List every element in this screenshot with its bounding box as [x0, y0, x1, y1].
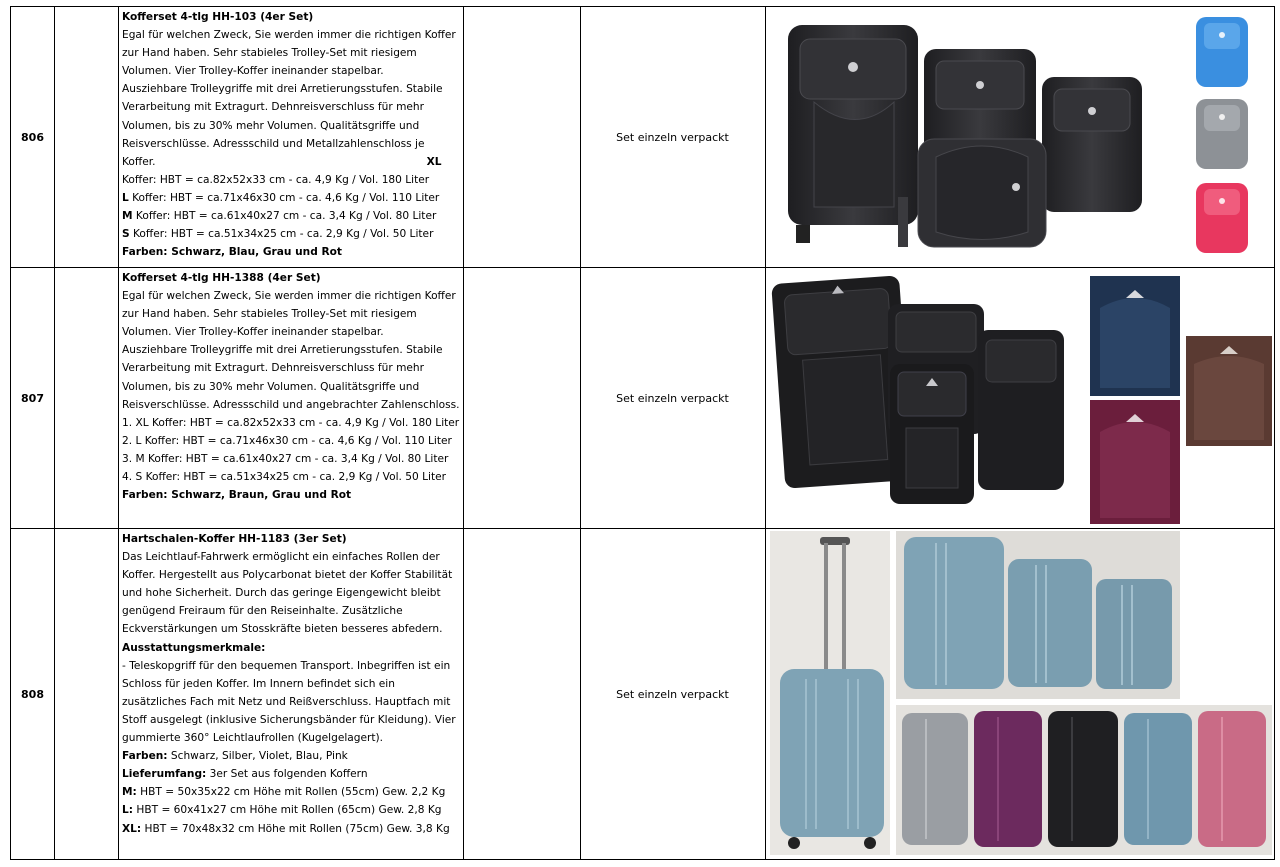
table-row	[11, 7, 1275, 268]
empty-cell	[55, 268, 119, 529]
description-lead: M:	[122, 786, 137, 799]
description-line	[122, 305, 460, 323]
description-line	[122, 323, 460, 341]
table-row	[11, 268, 1275, 529]
description-line	[122, 243, 460, 261]
description-text: und hohe Sicherheit. Durch das geringe Eigengewicht bleibt	[122, 587, 441, 600]
description-text: Volumen. Vier Trolley-Koffer ineinander stapelbar.	[122, 65, 384, 78]
description-text: Volumen, bis zu 30% mehr Volumen. Qualitätsgriffe und	[122, 380, 420, 393]
description-line	[122, 8, 460, 26]
description-text: gummierte 360° Leichtlaufrollen (Kugelgelagert).	[122, 732, 384, 745]
description-lead: S	[122, 228, 130, 241]
description-line	[122, 711, 460, 729]
description-text: HBT = 70x48x32 cm Höhe mit Rollen (75cm) Gew. 3,8 Kg	[141, 822, 450, 835]
item-number: 808	[11, 529, 55, 860]
description-line	[122, 566, 460, 584]
description-line	[122, 396, 460, 414]
description-lead: Lieferumfang:	[122, 768, 207, 781]
description-text: 2. L Koffer: HBT = ca.71x46x30 cm - ca. 4,6 Kg / Vol. 110 Liter	[122, 434, 452, 447]
description-text: HBT = 50x35x22 cm Höhe mit Rollen (55cm) Gew. 2,2 Kg	[136, 786, 446, 799]
product-description	[119, 7, 464, 268]
empty-cell	[463, 7, 580, 268]
empty-cell	[463, 529, 580, 860]
description-line	[122, 378, 460, 396]
description-lead: Farben:	[122, 750, 168, 763]
description-text: 3. M Koffer: HBT = ca.61x40x27 cm - ca. 3,4 Kg / Vol. 80 Liter	[122, 452, 449, 465]
description-text: Farben: Schwarz, Blau, Grau und Rot	[122, 246, 342, 259]
description-text: Ausstattungsmerkmale:	[122, 641, 266, 654]
empty-cell	[463, 268, 580, 529]
product-image-cell	[765, 268, 1274, 529]
description-line	[122, 468, 460, 486]
description-line	[122, 287, 460, 305]
description-text: Egal für welchen Zweck, Sie werden immer die richtigen Koffer	[122, 290, 456, 303]
color-sample-navy	[1090, 276, 1180, 396]
product-photo-hardshell-set	[766, 529, 1274, 859]
color-sample-grey	[1196, 99, 1248, 169]
item-number: 806	[11, 7, 55, 268]
description-text: HBT = 60x41x27 cm Höhe mit Rollen (65cm) Gew. 2,8 Kg	[133, 804, 442, 817]
description-line	[122, 801, 460, 819]
description-text: zur Hand haben. Sehr stabieles Trolley-Set mit riesigem	[122, 47, 417, 60]
description-line	[122, 153, 460, 171]
description-line	[122, 189, 460, 207]
description-lead: M	[122, 210, 133, 223]
description-text: Koffer: HBT = ca.71x46x30 cm - ca. 4,6 Kg / Vol. 110 Liter	[128, 191, 440, 204]
description-text: Koffer. Hergestellt aus Polycarbonat bietet der Koffer Stabilität	[122, 569, 453, 582]
description-line	[122, 639, 460, 657]
description-text: Koffer.	[122, 155, 156, 168]
description-text: Reisverschlüsse. Adressschild und Metallzahlenschloss je	[122, 137, 425, 150]
description-text: Koffer: HBT = ca.61x40x27 cm - ca. 3,4 Kg / Vol. 80 Liter	[132, 210, 437, 223]
color-sample-red	[1196, 183, 1248, 253]
description-line	[122, 135, 460, 153]
description-line	[122, 783, 460, 801]
packaging-info: Set einzeln verpackt	[580, 529, 765, 860]
description-line	[122, 620, 460, 638]
description-text: Farben: Schwarz, Braun, Grau und Rot	[122, 489, 352, 502]
description-line	[122, 432, 460, 450]
description-line	[122, 584, 460, 602]
description-line	[122, 359, 460, 377]
description-line	[122, 26, 460, 44]
description-text: Verarbeitung mit Extragurt. Dehnreisverschluss für mehr	[122, 101, 424, 114]
color-sample-black	[1048, 711, 1118, 847]
description-line	[122, 820, 460, 838]
description-line	[122, 548, 460, 566]
description-text: Hartschalen-Koffer HH-1183 (3er Set)	[122, 533, 347, 545]
color-sample-pink	[1198, 711, 1266, 847]
description-line	[122, 44, 460, 62]
description-text: Stoff ausgelegt (inklusive Sicherungsbänder für Kleidung). Vier	[122, 713, 456, 726]
description-line	[122, 341, 460, 359]
description-line	[122, 530, 460, 548]
description-text: genügend Freiraum für den Reiseinhalte. Zusätzliche	[122, 605, 403, 618]
description-line	[122, 80, 460, 98]
product-table	[10, 6, 1275, 860]
product-photo-soft-luggage-set	[766, 7, 1274, 267]
description-text: Koffer: HBT = ca.51x34x25 cm - ca. 2,9 Kg / Vol. 50 Liter	[129, 228, 434, 241]
color-sample-burgundy	[1090, 400, 1180, 524]
description-text: Koffer: HBT = ca.82x52x33 cm - ca. 4,9 Kg / Vol. 180 Liter	[122, 173, 430, 186]
description-text: 1. XL Koffer: HBT = ca.82x52x33 cm - ca. 4,9 Kg / Vol. 180 Liter	[122, 416, 460, 429]
description-text: Ausziehbare Trolleygriffe mit drei Arretierungsstufen. Stabile	[122, 83, 443, 96]
description-text: Schloss für jeden Koffer. Im Innern befindet sich ein	[122, 677, 395, 690]
color-sample-blue	[1196, 17, 1248, 87]
empty-cell	[55, 7, 119, 268]
description-text: Eckverstärkungen um Stosskräfte bieten besseres abfedern.	[122, 623, 443, 636]
description-line	[122, 675, 460, 693]
description-line	[122, 98, 460, 116]
packaging-info: Set einzeln verpackt	[580, 268, 765, 529]
description-line	[122, 486, 460, 504]
description-line	[122, 765, 460, 783]
product-image-cell	[765, 7, 1274, 268]
description-text: zur Hand haben. Sehr stabieles Trolley-Set mit riesigem	[122, 308, 417, 321]
product-description	[119, 529, 464, 860]
color-sample-violet	[974, 711, 1042, 847]
color-sample-brown	[1186, 336, 1272, 446]
empty-cell	[55, 529, 119, 860]
description-text: Das Leichtlauf-Fahrwerk ermöglicht ein einfaches Rollen der	[122, 551, 440, 564]
product-image-cell	[765, 529, 1274, 860]
description-lead: L	[122, 191, 129, 204]
item-number: 807	[11, 268, 55, 529]
description-text: Egal für welchen Zweck, Sie werden immer die richtigen Koffer	[122, 29, 456, 42]
description-line	[122, 602, 460, 620]
description-lead: XL:	[122, 822, 142, 835]
description-text: Reisverschlüsse. Adressschild und angebrachter Zahlenschloss.	[122, 398, 460, 411]
description-lead: L:	[122, 804, 133, 817]
description-text: Volumen, bis zu 30% mehr Volumen. Qualitätsgriffe und	[122, 119, 420, 132]
description-line	[122, 657, 460, 675]
description-text: Volumen. Vier Trolley-Koffer ineinander stapelbar.	[122, 326, 384, 339]
description-line	[122, 171, 460, 189]
size-tag: XL	[426, 155, 442, 168]
description-text: Kofferset 4-tlg HH-103 (4er Set)	[122, 11, 314, 23]
description-text: 4. S Koffer: HBT = ca.51x34x25 cm - ca. 2,9 Kg / Vol. 50 Liter	[122, 471, 446, 484]
description-line	[122, 693, 460, 711]
description-line	[122, 747, 460, 765]
description-line	[122, 414, 460, 432]
description-text: zusätzliches Fach mit Netz und Reißverschluss. Hauptfach mit	[122, 695, 451, 708]
product-photo-luggage-set-4pc	[766, 268, 1274, 528]
description-line	[122, 729, 460, 747]
description-text: Kofferset 4-tlg HH-1388 (4er Set)	[122, 272, 321, 284]
description-text: 3er Set aus folgenden Koffern	[206, 768, 368, 781]
description-text: Verarbeitung mit Extragurt. Dehnreisverschluss für mehr	[122, 362, 424, 375]
description-line	[122, 62, 460, 80]
color-sample-blue	[1124, 713, 1192, 845]
table-row	[11, 529, 1275, 860]
description-text: Schwarz, Silber, Violet, Blau, Pink	[167, 750, 348, 763]
description-line	[122, 225, 460, 243]
color-sample-silver	[902, 713, 968, 845]
description-line	[122, 117, 460, 135]
product-description	[119, 268, 464, 529]
description-line	[122, 207, 460, 225]
description-text: Ausziehbare Trolleygriffe mit drei Arretierungsstufen. Stabile	[122, 344, 443, 357]
description-text: - Teleskopgriff für den bequemen Transport. Inbegriffen ist ein	[122, 659, 451, 672]
description-line	[122, 450, 460, 468]
description-line	[122, 269, 460, 287]
packaging-info: Set einzeln verpackt	[580, 7, 765, 268]
